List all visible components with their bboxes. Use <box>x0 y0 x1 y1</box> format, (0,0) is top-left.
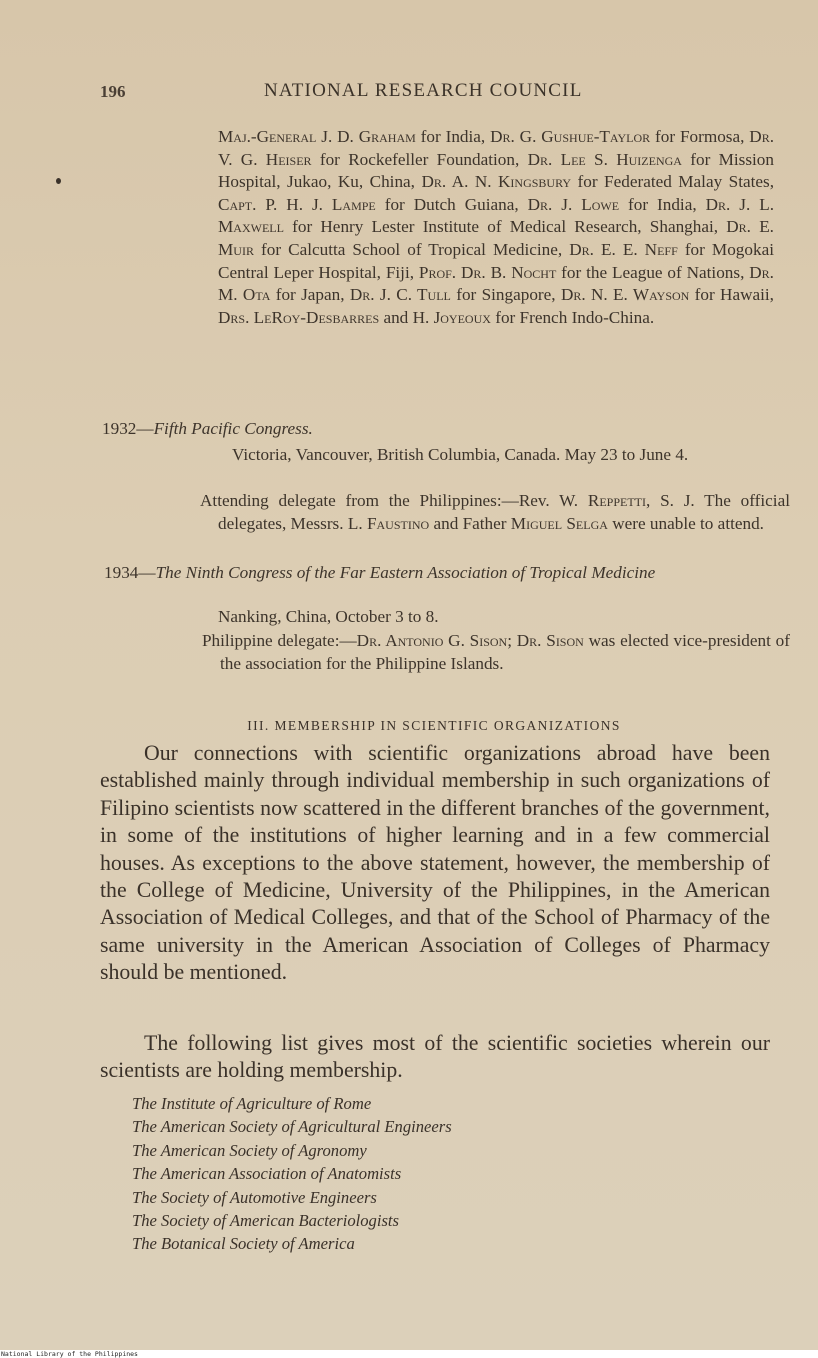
page-header <box>100 78 720 108</box>
delegate-name: Dr. V. G. Heiser <box>218 127 775 169</box>
delegate-name: H. Joyeoux <box>412 307 491 327</box>
attending-name: Faustino <box>366 513 430 533</box>
body-paragraph: The following list gives most of the scientific societies wherein our scientists are holding membership. <box>100 1031 770 1083</box>
delegate-affiliation: for Hawaii, <box>689 285 774 305</box>
delegate-name: Capt. P. H. J. Lampe <box>218 194 376 214</box>
delegate-name: Maj.-General J. D. Graham <box>218 127 416 146</box>
list-item: The American Society of Agronomy <box>132 1140 367 1160</box>
delegate-affiliation: for Calcutta School of Tropical Medicine, <box>253 239 570 259</box>
list-item: The Society of American Bacteriologists <box>132 1211 399 1231</box>
delegate-affiliation: for Mission Hospital, Jukao, Ku, China, <box>218 149 774 192</box>
entry-1932-place: Victoria, Vancouver, British Columbia, Canada. May 23 to June 4. <box>232 445 689 464</box>
delegate-affiliation: for Japan, <box>270 285 350 305</box>
delegate-name: Dr. Sison <box>516 631 584 650</box>
footer-credit: National Library of the Philippines <box>1 1350 138 1358</box>
list-item: The Botanical Society of America <box>132 1234 355 1254</box>
entry-1934-delegate <box>202 630 790 675</box>
delegate-name: Drs. LeRoy-Desbarres <box>218 307 380 327</box>
delegate-affiliation: for Henry Lester Institute of Medical Research, Shanghai, <box>283 217 727 237</box>
delegate-affiliation: for Formosa, <box>650 127 750 146</box>
page-number: 196 <box>100 82 126 101</box>
ink-speck <box>56 178 61 184</box>
delegate-lead: Philippine delegate:— <box>202 631 357 650</box>
delegate-name: Prof. Dr. B. Nocht <box>418 262 557 282</box>
delegate-name: Dr. Lee S. Huizenga <box>527 149 682 169</box>
delegate-affiliation: for India, <box>619 194 706 214</box>
attending-mid: and Father <box>429 513 511 533</box>
delegate-name: Dr. G. Gushue-Taylor <box>490 127 651 146</box>
delegate-affiliation: for India, <box>415 127 491 146</box>
entry-1934-place: Nanking, China, October 3 to 8. <box>218 607 439 626</box>
list-item: The American Society of Agricultural Engineers <box>132 1117 452 1137</box>
delegate-list-paragraph <box>218 126 774 329</box>
delegate-affiliation: for Singapore, <box>450 285 561 305</box>
delegate-affiliation: for Rockefeller Foundation, <box>311 149 528 169</box>
attending-lead: Attending delegate from the Philippines:—Rev. W. <box>200 491 588 510</box>
delegate-tail: was elected vice-president of the association for the Philippine Islands. <box>220 631 790 673</box>
delegate-name: Dr. N. E. Wayson <box>560 285 690 305</box>
delegate-affiliation: for Federated Malay States, <box>571 172 774 192</box>
entry-1934-heading <box>104 562 818 585</box>
entry-title: The Ninth Congress of the Far Eastern Association of Tropical Medicine <box>155 563 656 582</box>
body-paragraph: Our connections with scientific organizations abroad have been established mainly through individual membership in such organizations of Filipino scientists now scattered in the different branches of the government, in some of the institutions of higher learning and in a few commercial houses. As exceptions to the above statement, however, the membership of the College of Medicine, University of the Philippines, in the American Association of Medical Colleges, and that of the School of Pharmacy of the same university in the American Association of Colleges of Pharmacy should be mentioned. <box>100 741 770 985</box>
attending-name: Miguel Selga <box>510 513 608 533</box>
delegate-name: Dr. J. Lowe <box>527 194 620 214</box>
delegate-affiliation: for Mogokai Central Leper Hospital, Fiji, <box>218 239 774 282</box>
entry-1932-heading <box>102 418 313 441</box>
delegate-mid: ; <box>507 631 517 650</box>
delegate-name: Dr. J. C. Tull <box>349 285 451 305</box>
society-list <box>132 1092 692 1256</box>
delegate-name: Dr. A. N. Kingsbury <box>421 172 572 192</box>
delegate-name: Dr. M. Ota <box>218 262 774 305</box>
entry-year: 1934— <box>104 563 156 582</box>
delegate-name: Dr. Antonio G. Sison <box>356 631 508 650</box>
delegate-affiliation: and <box>379 307 413 327</box>
section-heading: III. MEMBERSHIP IN SCIENTIFIC ORGANIZATIONS <box>247 718 621 733</box>
delegate-affiliation: for the League of Nations, <box>556 262 750 282</box>
list-item: The American Association of Anatomists <box>132 1164 402 1184</box>
delegate-name: Dr. E. E. Neff <box>569 239 678 259</box>
attending-tail: were unable to attend. <box>607 513 764 533</box>
delegate-affiliation: for French Indo-China. <box>490 307 655 327</box>
list-item: The Society of Automotive Engineers <box>132 1187 377 1207</box>
attending-name: Reppetti <box>587 491 647 510</box>
entry-1932-attending <box>200 490 790 535</box>
delegate-name: Dr. E. Muir <box>218 217 774 259</box>
delegate-affiliation: for Dutch Guiana, <box>375 194 528 214</box>
list-item: The Institute of Agriculture of Rome <box>132 1094 372 1113</box>
entry-title: Fifth Pacific Congress. <box>153 419 313 438</box>
delegate-name: Dr. J. L. Maxwell <box>218 194 775 237</box>
running-head: NATIONAL RESEARCH COUNCIL <box>264 80 583 101</box>
entry-year: 1932— <box>102 419 154 438</box>
attending-mid: , S. J. The official delegates, Messrs. L. <box>218 491 790 533</box>
